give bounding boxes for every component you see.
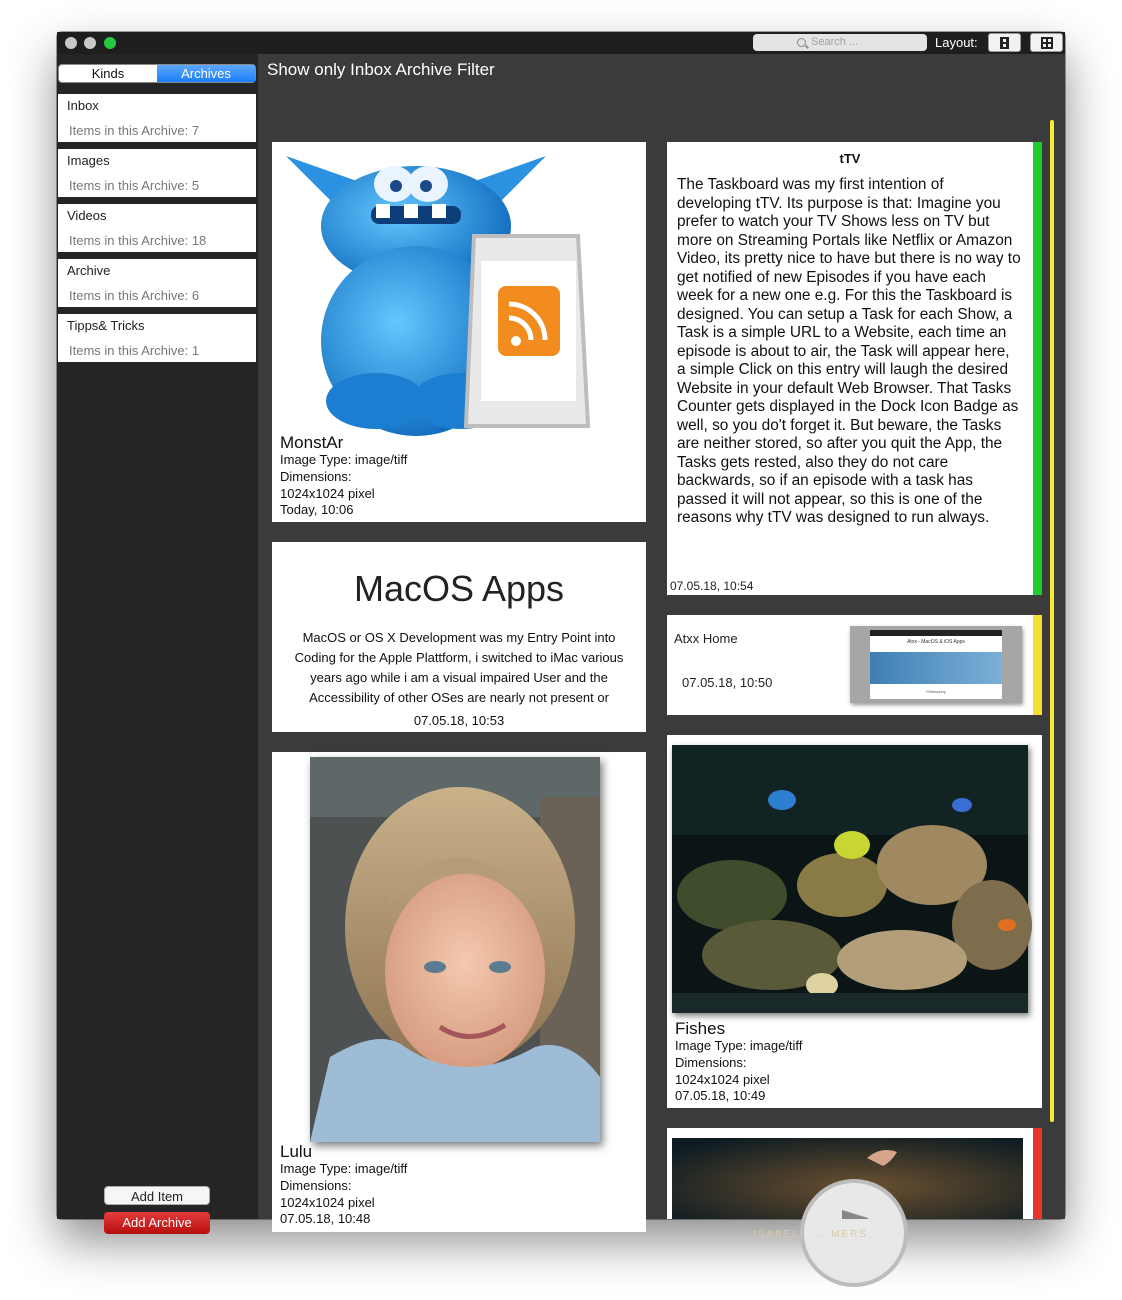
item-date: 07.05.18, 10:53: [413, 713, 505, 728]
layout-label: Layout:: [935, 35, 978, 50]
archive-item-videos[interactable]: [58, 204, 256, 252]
filter-title: Show only Inbox Archive Filter: [267, 60, 495, 79]
close-window-button[interactable]: [65, 37, 77, 49]
archive-count: Items in this Archive: 7: [69, 123, 200, 138]
tab-kinds[interactable]: Kinds: [91, 66, 125, 81]
item-title: Lulu: [280, 1142, 313, 1161]
archive-name: Inbox: [67, 98, 99, 113]
item-card-lulu[interactable]: [272, 752, 646, 1232]
layout-grid-button[interactable]: [1030, 33, 1063, 52]
item-card-fishes[interactable]: [667, 735, 1042, 1108]
archive-item-images[interactable]: [58, 149, 256, 197]
status-bar-green: [1033, 142, 1042, 595]
website-thumbnail: [850, 626, 1022, 703]
add-archive-button[interactable]: Add Archive: [104, 1212, 210, 1234]
note-title: tTV: [839, 151, 861, 166]
video-thumbnail: [672, 1138, 1023, 1219]
portrait-image: [310, 757, 600, 1142]
archive-name: Tipps& Tricks: [67, 318, 145, 333]
monster-image: [276, 146, 606, 436]
item-card-atxx-home[interactable]: [667, 615, 1042, 715]
sidebar: [57, 54, 258, 1230]
search-icon: [797, 38, 806, 47]
kinds-archives-segmented-control: [58, 64, 256, 83]
play-icon: [787, 1129, 807, 1130]
zoom-window-button[interactable]: [104, 37, 116, 49]
thumbnail-title: Atxx - MacOS & iOS Apps: [907, 639, 965, 645]
item-title: MonstAr: [280, 433, 344, 452]
archive-name: Images: [67, 153, 110, 168]
search-input[interactable]: [753, 34, 927, 51]
item-card-video[interactable]: [667, 1128, 1042, 1240]
status-bar-yellow: [1033, 615, 1042, 715]
note-heading: MacOS Apps: [353, 568, 565, 609]
add-item-button[interactable]: Add Item: [104, 1186, 210, 1205]
archive-item-archive[interactable]: [58, 259, 256, 307]
item-date: 07.05.18, 10:54: [670, 579, 754, 593]
title-bar: [57, 32, 1065, 54]
item-card-ttv[interactable]: [667, 142, 1042, 595]
item-date: 07.05.18, 10:48: [280, 1211, 371, 1226]
video-caption: ISABELL ... MERS: [753, 1229, 868, 1240]
link-title: Atxx Home: [674, 631, 738, 646]
grid-layout-icon: [1041, 37, 1053, 49]
item-dimensions-label: Dimensions:: [280, 1178, 352, 1193]
archive-item-inbox[interactable]: [58, 94, 256, 142]
layout-single-column-button[interactable]: [988, 33, 1021, 52]
column-layout-icon: [1000, 37, 1009, 49]
aquarium-image: [672, 745, 1028, 1013]
archive-count: Items in this Archive: 6: [69, 288, 200, 303]
item-type: Image Type: image/tiff: [675, 1038, 803, 1053]
archive-name: Archive: [67, 263, 111, 278]
tab-archives[interactable]: Archives: [157, 65, 255, 82]
item-date: 07.05.18, 10:50: [682, 675, 773, 690]
note-body: MacOS or OS X Development was my Entry Point into Coding for the Apple Plattform, i switched to iMac various years ago while i am a visual impaired User and the Accessibility of other OSes are nearly not present or: [294, 630, 624, 705]
item-title: Fishes: [675, 1019, 726, 1038]
item-type: Image Type: image/tiff: [280, 1161, 408, 1176]
item-dimensions: 1024x1024 pixel: [280, 1195, 375, 1210]
item-dimensions-label: Dimensions:: [675, 1055, 747, 1070]
archive-item-tipps-tricks[interactable]: [58, 314, 256, 362]
archive-count: Items in this Archive: 1: [69, 343, 200, 358]
item-dimensions-label: Dimensions:: [280, 469, 352, 484]
status-bar-red: [1033, 1128, 1042, 1219]
item-dimensions: 1024x1024 pixel: [280, 486, 375, 501]
note-body: The Taskboard was my first intention of developing tTV. Its purpose is that: Imagine you prefer to watch your TV Shows less on TV but more on Streaming Portals like Netflix or Amazon Video, its pretty nice to have but there is no way to get notified of new Episodes if you have each week for a new one e.g. For this the Taskboard is designed. You can setup a Task for each Show, a Task is a simple URL to a Website, each time an episode is about to air, the Task will appear here, a simple Click on this entry will laugh the desired Website in your default Web Browser. That Tasks Counter gets displayed in the Dock Icon Badge as well, so you do't forget it. But beware, the Tasks are neither stored, so after you quit the App, the Tasks gets rested, also they do not care backwards, so if an episode with a task has passed it will not appear, so this is one of the reasons why tTV was designed to run always.: [677, 176, 1021, 526]
thumbnail-footer: Philosophy: [926, 689, 946, 694]
item-dimensions: 1024x1024 pixel: [675, 1072, 770, 1087]
item-date: Today, 10:06: [280, 502, 354, 517]
item-card-macos-apps[interactable]: [272, 542, 646, 732]
main-content: [258, 54, 1065, 1240]
archive-count: Items in this Archive: 18: [69, 233, 207, 248]
app-window: [57, 32, 1065, 1240]
minimize-window-button[interactable]: [84, 37, 96, 49]
item-type: Image Type: image/tiff: [280, 452, 408, 467]
search-placeholder: Search ...: [811, 36, 859, 48]
archive-name: Videos: [67, 208, 107, 223]
archive-count: Items in this Archive: 5: [69, 178, 200, 193]
item-card-monstar[interactable]: [272, 142, 646, 522]
item-date: 07.05.18, 10:49: [675, 1088, 766, 1103]
scroll-indicator[interactable]: [1050, 120, 1054, 1122]
